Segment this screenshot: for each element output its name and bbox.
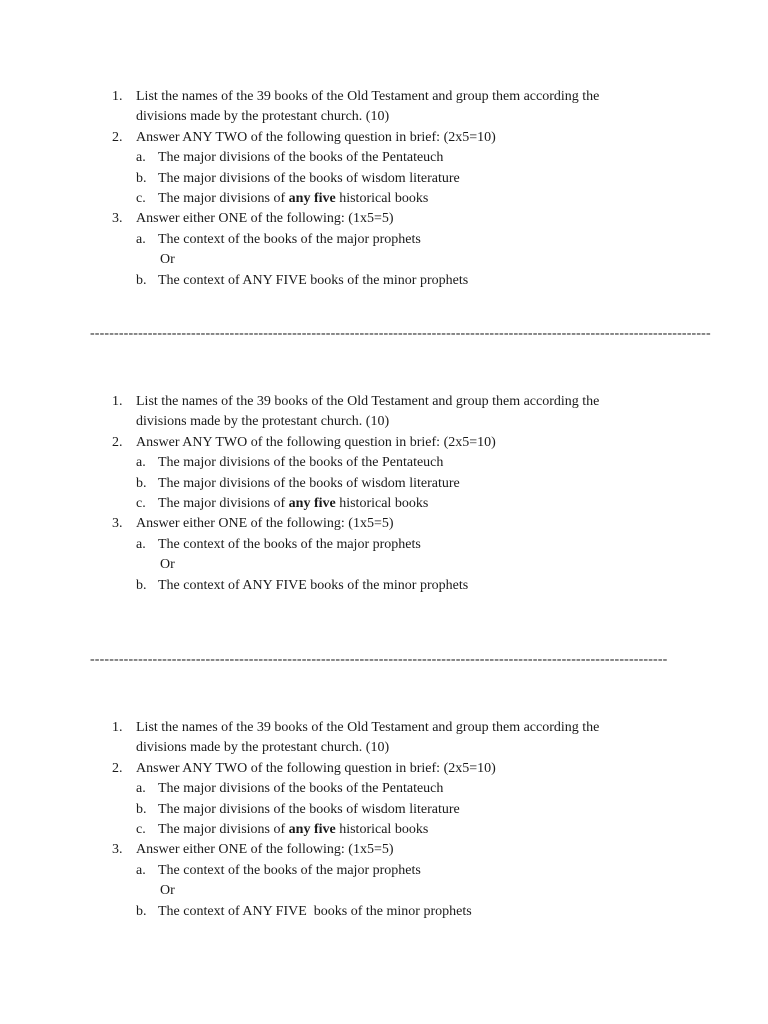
q2-number: 2.: [112, 760, 123, 776]
q2-text: Answer ANY TWO of the following question in brief: (2x5=10): [136, 129, 496, 145]
q2a-letter: a.: [136, 781, 146, 797]
q3b-letter: b.: [136, 903, 147, 919]
q3b-text: The context of ANY FIVE books of the minor prophets: [158, 903, 472, 919]
q1-text-line2: divisions made by the protestant church. (10): [136, 414, 390, 430]
cut-line-separator-1: ---------------------------------------------------------------------------------------------------------------------------------: [90, 326, 711, 341]
q2a-text: The major divisions of the books of the Pentateuch: [158, 781, 444, 797]
q3b-text: The context of ANY FIVE books of the minor prophets: [158, 272, 469, 288]
q3b-letter: b.: [136, 577, 147, 593]
q2a-text: The major divisions of the books of the Pentateuch: [158, 150, 444, 166]
q3a-letter: a.: [136, 536, 146, 552]
q2c-text: [158, 820, 428, 840]
q2c-pre: The major divisions of: [158, 496, 289, 511]
q3-number: 3.: [112, 842, 123, 858]
q2c-letter: c.: [136, 496, 146, 511]
q1-number: 1.: [112, 720, 123, 735]
q3a-text: The context of the books of the major prophets: [158, 862, 421, 878]
q3-text: Answer either ONE of the following: (1x5=5): [136, 842, 394, 858]
q2b-text: The major divisions of the books of wisdom literature: [158, 170, 460, 186]
q2c-bold: any five: [288, 822, 336, 837]
q2b-letter: b.: [136, 801, 147, 817]
q2c-bold: any five: [288, 191, 336, 206]
q2c-bold: any five: [288, 496, 336, 511]
q2-number: 2.: [112, 434, 123, 450]
q3-text: Answer either ONE of the following: (1x5=5): [136, 211, 394, 227]
q2c-letter: c.: [136, 191, 146, 206]
q2a-text: The major divisions of the books of the Pentateuch: [158, 455, 444, 471]
q2c-post: historical books: [335, 191, 429, 206]
cut-line-separator-2: ------------------------------------------------------------------------------------------------------------------------: [90, 652, 668, 667]
q3b-letter: b.: [136, 272, 147, 288]
q2c-letter: c.: [136, 822, 146, 837]
q2c-text: [158, 189, 428, 209]
q2c-post: historical books: [335, 822, 429, 837]
q3-or: Or: [160, 557, 175, 573]
q2-text: Answer ANY TWO of the following question in brief: (2x5=10): [136, 434, 496, 450]
q3a-letter: a.: [136, 862, 146, 878]
q3-text: Answer either ONE of the following: (1x5=5): [136, 516, 394, 532]
q2c-text: [158, 494, 428, 514]
q1-number: 1.: [112, 394, 123, 409]
q2-text: Answer ANY TWO of the following question in brief: (2x5=10): [136, 760, 496, 776]
q1-text-line1: List the names of the 39 books of the Old Testament and group them according the: [136, 89, 600, 104]
q1-text-line2: divisions made by the protestant church. (10): [136, 740, 390, 756]
q3-or: Or: [160, 252, 175, 268]
q2b-text: The major divisions of the books of wisdom literature: [158, 801, 460, 817]
q3-number: 3.: [112, 211, 123, 227]
q2b-text: The major divisions of the books of wisdom literature: [158, 475, 460, 491]
q3a-letter: a.: [136, 231, 146, 247]
q2b-letter: b.: [136, 475, 147, 491]
q3-number: 3.: [112, 516, 123, 532]
q3a-text: The context of the books of the major prophets: [158, 536, 421, 552]
q1-number: 1.: [112, 89, 123, 104]
q3-or: Or: [160, 883, 175, 899]
q3b-text: The context of ANY FIVE books of the minor prophets: [158, 577, 469, 593]
q2c-post: historical books: [335, 496, 429, 511]
q3a-text: The context of the books of the major prophets: [158, 231, 421, 247]
q2-number: 2.: [112, 129, 123, 145]
q1-text-line2: divisions made by the protestant church. (10): [136, 109, 390, 125]
q2b-letter: b.: [136, 170, 147, 186]
q2c-pre: The major divisions of: [158, 191, 289, 206]
q2c-pre: The major divisions of: [158, 822, 289, 837]
q1-text-line1: List the names of the 39 books of the Old Testament and group them according the: [136, 720, 600, 735]
q2a-letter: a.: [136, 455, 146, 471]
q1-text-line1: List the names of the 39 books of the Old Testament and group them according the: [136, 394, 600, 409]
q2a-letter: a.: [136, 150, 146, 166]
